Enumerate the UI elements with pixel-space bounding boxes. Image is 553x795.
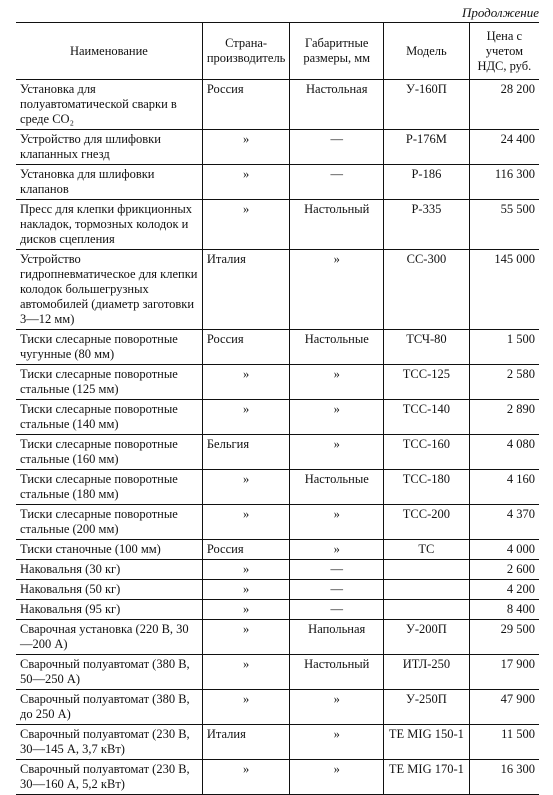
cell-model: ТСС-125: [384, 365, 470, 400]
cell-size: »: [290, 505, 384, 540]
cell-price: 28 200: [469, 80, 539, 130]
cell-price: 4 080: [469, 435, 539, 470]
cell-price: 16 300: [469, 760, 539, 795]
cell-name: Сварочный полуавтомат (230 В, 30—145 А, 3,7 кВт): [16, 725, 202, 760]
cell-model: ТС: [384, 540, 470, 560]
cell-price: 2 890: [469, 400, 539, 435]
cell-size: Настольные: [290, 470, 384, 505]
cell-model: ТСС-200: [384, 505, 470, 540]
cell-model: Р-335: [384, 200, 470, 250]
cell-model: [384, 580, 470, 600]
continuation-label: Продолжение: [461, 5, 539, 20]
cell-name: Тиски слесарные поворотные стальные (160 мм): [16, 435, 202, 470]
cell-size: —: [290, 560, 384, 580]
cell-price: 4 370: [469, 505, 539, 540]
cell-model: [384, 600, 470, 620]
cell-model: Р-186: [384, 165, 470, 200]
cell-price: 2 580: [469, 365, 539, 400]
cell-country: »: [202, 760, 290, 795]
cell-country: »: [202, 130, 290, 165]
cell-name: Тиски станочные (100 мм): [16, 540, 202, 560]
price-table: [16, 22, 539, 795]
table-row: [16, 540, 539, 560]
table-row: [16, 330, 539, 365]
cell-size: »: [290, 400, 384, 435]
cell-size: —: [290, 165, 384, 200]
table-row: [16, 250, 539, 330]
cell-size: Настольные: [290, 330, 384, 365]
cell-size: Напольная: [290, 620, 384, 655]
cell-country: Россия: [202, 80, 290, 130]
cell-name: Тиски слесарные поворотные стальные (180 мм): [16, 470, 202, 505]
cell-country: Россия: [202, 330, 290, 365]
cell-name: Сварочная установка (220 В, 30—200 А): [16, 620, 202, 655]
table-row: [16, 620, 539, 655]
cell-name: Устройство гидропневматическое для клепки колодок большегрузных автомобилей (диаметр заготовки 3—12 мм): [16, 250, 202, 330]
cell-size: »: [290, 760, 384, 795]
cell-model: У-250П: [384, 690, 470, 725]
cell-country: »: [202, 655, 290, 690]
cell-price: 1 500: [469, 330, 539, 365]
table-row: [16, 400, 539, 435]
cell-model: TE MIG 150-1: [384, 725, 470, 760]
cell-model: У-160П: [384, 80, 470, 130]
cell-name: Тиски слесарные поворотные стальные (125 мм): [16, 365, 202, 400]
table-row: [16, 725, 539, 760]
cell-name: Сварочный полуавтомат (380 В, 50—250 А): [16, 655, 202, 690]
cell-price: 4 000: [469, 540, 539, 560]
cell-price: 8 400: [469, 600, 539, 620]
cell-name: Сварочный полуавтомат (230 В, 30—160 А, 5,2 кВт): [16, 760, 202, 795]
cell-size: Настольный: [290, 655, 384, 690]
cell-country: »: [202, 600, 290, 620]
header-model: Модель: [384, 23, 470, 80]
cell-country: »: [202, 560, 290, 580]
cell-size: Настольная: [290, 80, 384, 130]
cell-model: У-200П: [384, 620, 470, 655]
cell-name: Пресс для клепки фрикционных накладок, тормозных колодок и дисков сцепления: [16, 200, 202, 250]
table-row: [16, 655, 539, 690]
cell-price: 116 300: [469, 165, 539, 200]
cell-model: ИТЛ-250: [384, 655, 470, 690]
table-row: [16, 165, 539, 200]
cell-country: Италия: [202, 250, 290, 330]
cell-name: Установка для шлифовки клапанов: [16, 165, 202, 200]
table-row: [16, 80, 539, 130]
cell-size: »: [290, 540, 384, 560]
cell-price: 17 900: [469, 655, 539, 690]
cell-price: 4 200: [469, 580, 539, 600]
cell-price: 145 000: [469, 250, 539, 330]
table-row: [16, 130, 539, 165]
table-row: [16, 560, 539, 580]
cell-price: 4 160: [469, 470, 539, 505]
cell-size: —: [290, 600, 384, 620]
table-row: [16, 505, 539, 540]
cell-price: 29 500: [469, 620, 539, 655]
cell-name: Наковальня (50 кг): [16, 580, 202, 600]
cell-name: Установка для полуавтоматической сварки в среде CO₂: [16, 80, 202, 130]
cell-country: Италия: [202, 725, 290, 760]
cell-model: СС-300: [384, 250, 470, 330]
cell-name: Наковальня (30 кг): [16, 560, 202, 580]
cell-country: Бельгия: [202, 435, 290, 470]
cell-name: Тиски слесарные поворотные стальные (140 мм): [16, 400, 202, 435]
cell-name: Устройство для шлифовки клапанных гнезд: [16, 130, 202, 165]
header-name: Наименование: [16, 23, 202, 80]
header-price: Цена с учетом НДС, руб.: [469, 23, 539, 80]
cell-country: »: [202, 365, 290, 400]
table-header-row: [16, 23, 539, 80]
cell-name: Наковальня (95 кг): [16, 600, 202, 620]
cell-country: »: [202, 620, 290, 655]
cell-model: [384, 560, 470, 580]
table-row: [16, 690, 539, 725]
cell-model: ТСС-140: [384, 400, 470, 435]
table-row: [16, 600, 539, 620]
cell-size: »: [290, 365, 384, 400]
table-row: [16, 580, 539, 600]
cell-model: TE MIG 170-1: [384, 760, 470, 795]
table-row: [16, 435, 539, 470]
cell-size: »: [290, 690, 384, 725]
cell-name: Сварочный полуавтомат (380 В, до 250 А): [16, 690, 202, 725]
cell-size: »: [290, 435, 384, 470]
cell-country: »: [202, 580, 290, 600]
cell-name: Тиски слесарные поворотные стальные (200 мм): [16, 505, 202, 540]
cell-size: —: [290, 130, 384, 165]
cell-size: —: [290, 580, 384, 600]
cell-size: »: [290, 250, 384, 330]
cell-price: 47 900: [469, 690, 539, 725]
header-size: Габаритные размеры, мм: [290, 23, 384, 80]
cell-name: Тиски слесарные поворотные чугунные (80 мм): [16, 330, 202, 365]
cell-country: »: [202, 200, 290, 250]
table-row: [16, 200, 539, 250]
cell-model: Р-176М: [384, 130, 470, 165]
table-row: [16, 470, 539, 505]
cell-price: 24 400: [469, 130, 539, 165]
cell-size: »: [290, 725, 384, 760]
cell-country: »: [202, 470, 290, 505]
cell-price: 11 500: [469, 725, 539, 760]
header-country: Страна-производитель: [202, 23, 290, 80]
cell-country: »: [202, 505, 290, 540]
cell-price: 55 500: [469, 200, 539, 250]
cell-country: »: [202, 165, 290, 200]
table-row: [16, 760, 539, 795]
cell-country: Россия: [202, 540, 290, 560]
cell-country: »: [202, 690, 290, 725]
cell-model: ТСС-180: [384, 470, 470, 505]
cell-country: »: [202, 400, 290, 435]
cell-size: Настольный: [290, 200, 384, 250]
cell-price: 2 600: [469, 560, 539, 580]
table-row: [16, 365, 539, 400]
cell-model: ТСС-160: [384, 435, 470, 470]
cell-model: ТСЧ-80: [384, 330, 470, 365]
